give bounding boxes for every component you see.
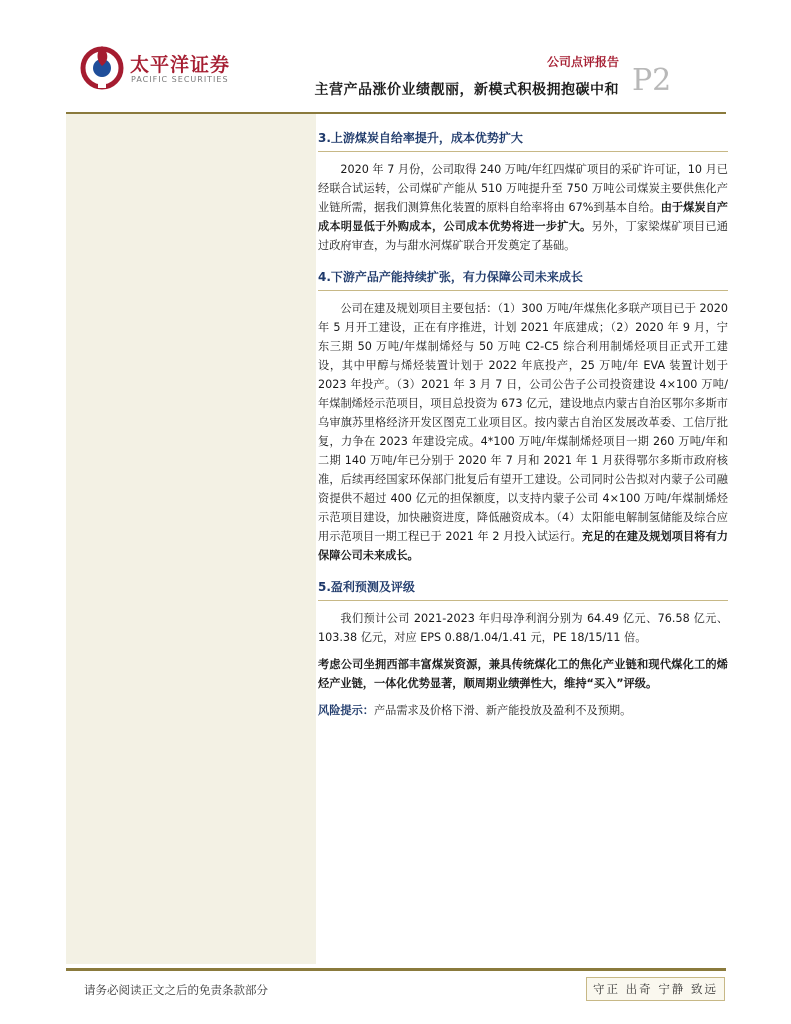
logo-english-name: PACIFIC SECURITIES <box>131 75 229 84</box>
section-title: 4.下游产品产能持续扩张，有力保障公司未来成长 <box>318 263 728 291</box>
report-type: 公司点评报告 <box>546 55 619 69</box>
disclaimer-note: 请务必阅读正文之后的免责条款部分 <box>84 983 268 997</box>
paragraph-text: 我们预计公司 2021-2023 年归母净利润分别为 64.49 亿元、76.58 亿元、103.38 亿元，对应 EPS 0.88/1.04/1.41 元，PE 18/15/11 倍。 <box>318 612 728 644</box>
company-logo <box>78 40 238 100</box>
pacific-securities-logo-icon <box>78 42 126 90</box>
left-sidebar-panel <box>66 114 316 964</box>
section-title: 3.上游煤炭自给率提升，成本优势扩大 <box>318 124 728 152</box>
risk-warning <box>318 701 728 720</box>
footer-divider <box>66 968 726 971</box>
section-upstream-coal <box>318 124 728 255</box>
section-earnings-forecast <box>318 573 728 693</box>
paragraph <box>318 655 728 693</box>
paragraph-emphasis: 充足的在建及规划项目将有力保障公司未来成长。 <box>318 530 728 562</box>
report-headline: 主营产品涨价业绩靓丽，新模式积极拥抱碳中和 <box>314 82 619 98</box>
paragraph-tail: 另外，丁家梁煤矿项目已通过政府审查，为与甜水河煤矿联合开发奠定了基础。 <box>318 220 728 252</box>
risk-text: 产品需求及价格下滑、新产能投放及盈利不及预期。 <box>373 704 632 717</box>
paragraph <box>318 299 728 565</box>
paragraph-emphasis: 考虑公司坐拥西部丰富煤炭资源，兼具传统煤化工的焦化产业链和现代煤化工的烯烃产业链，一体化优势显著，顺周期业绩弹性大，维持“买入”评级。 <box>318 658 728 690</box>
report-body <box>318 124 728 720</box>
risk-label: 风险提示： <box>318 704 374 717</box>
paragraph-emphasis: 由于煤炭自产成本明显低于外购成本，公司成本优势将进一步扩大。 <box>318 201 728 233</box>
logo-chinese-name: 太平洋证券 <box>130 54 231 76</box>
paragraph-text: 公司在建及规划项目主要包括：（1）300 万吨/年煤焦化多联产项目已于 2020 年 5 月开工建设，正在有序推进，计划 2021 年底建成；（2）2020 年 9 月，宁东三期 50 万吨/年煤制烯烃与 50 万吨 C2-C5 综合利用制烯烃项目正式开工建设，其中甲醇与烯烃装置计划于 2022 年底投产，25 万吨/年 EVA 装置计划于 2023 年投产。（3）2021 年 3 月 7 日，公司公告子公司投资建设 4×100 万吨/年煤制烯烃示范项目，项目总投资为 673 亿元，建设地点内蒙古自治区鄂尔多斯市乌审旗苏里格经济开发区图克工业项目区。按内蒙古自治区发展改革委、工信厅批复，力争在 2023 年建设完成。4*100 万吨/年煤制烯烃项目一期 260 万吨/年和二期 140 万吨/年已分别于 2020 年 7 月和 2021 年 1 月获得鄂尔多斯市政府核准，后续再经国家环保部门批复后有望开工建设。公司同时公告拟对内蒙子公司融资提供不超过 400 亿元的担保额度，以支持内蒙子公司 4×100 万吨/年煤制烯烃示范项目建设，加快融资进度，降低融资成本。（4）太阳能电解制氢储能及综合应用示范项目一期工程已于 2021 年 2 月投入试运行。 <box>318 302 728 543</box>
paragraph-text: 2020 年 7 月份，公司取得 240 万吨/年红四煤矿项目的采矿许可证，10 月已经联合试运转，公司煤矿产能从 510 万吨提升至 750 万吨公司煤炭主要供焦化产业链所需，据我们测算焦化装置的原料自给率将由 67%到基本自给。 <box>318 163 728 214</box>
section-title: 5.盈利预测及评级 <box>318 573 728 601</box>
page-number: P2 <box>632 63 672 98</box>
paragraph <box>318 160 728 255</box>
section-downstream-capacity <box>318 263 728 565</box>
company-motto: 守正 出奇 宁静 致远 <box>586 977 725 1001</box>
paragraph <box>318 609 728 647</box>
